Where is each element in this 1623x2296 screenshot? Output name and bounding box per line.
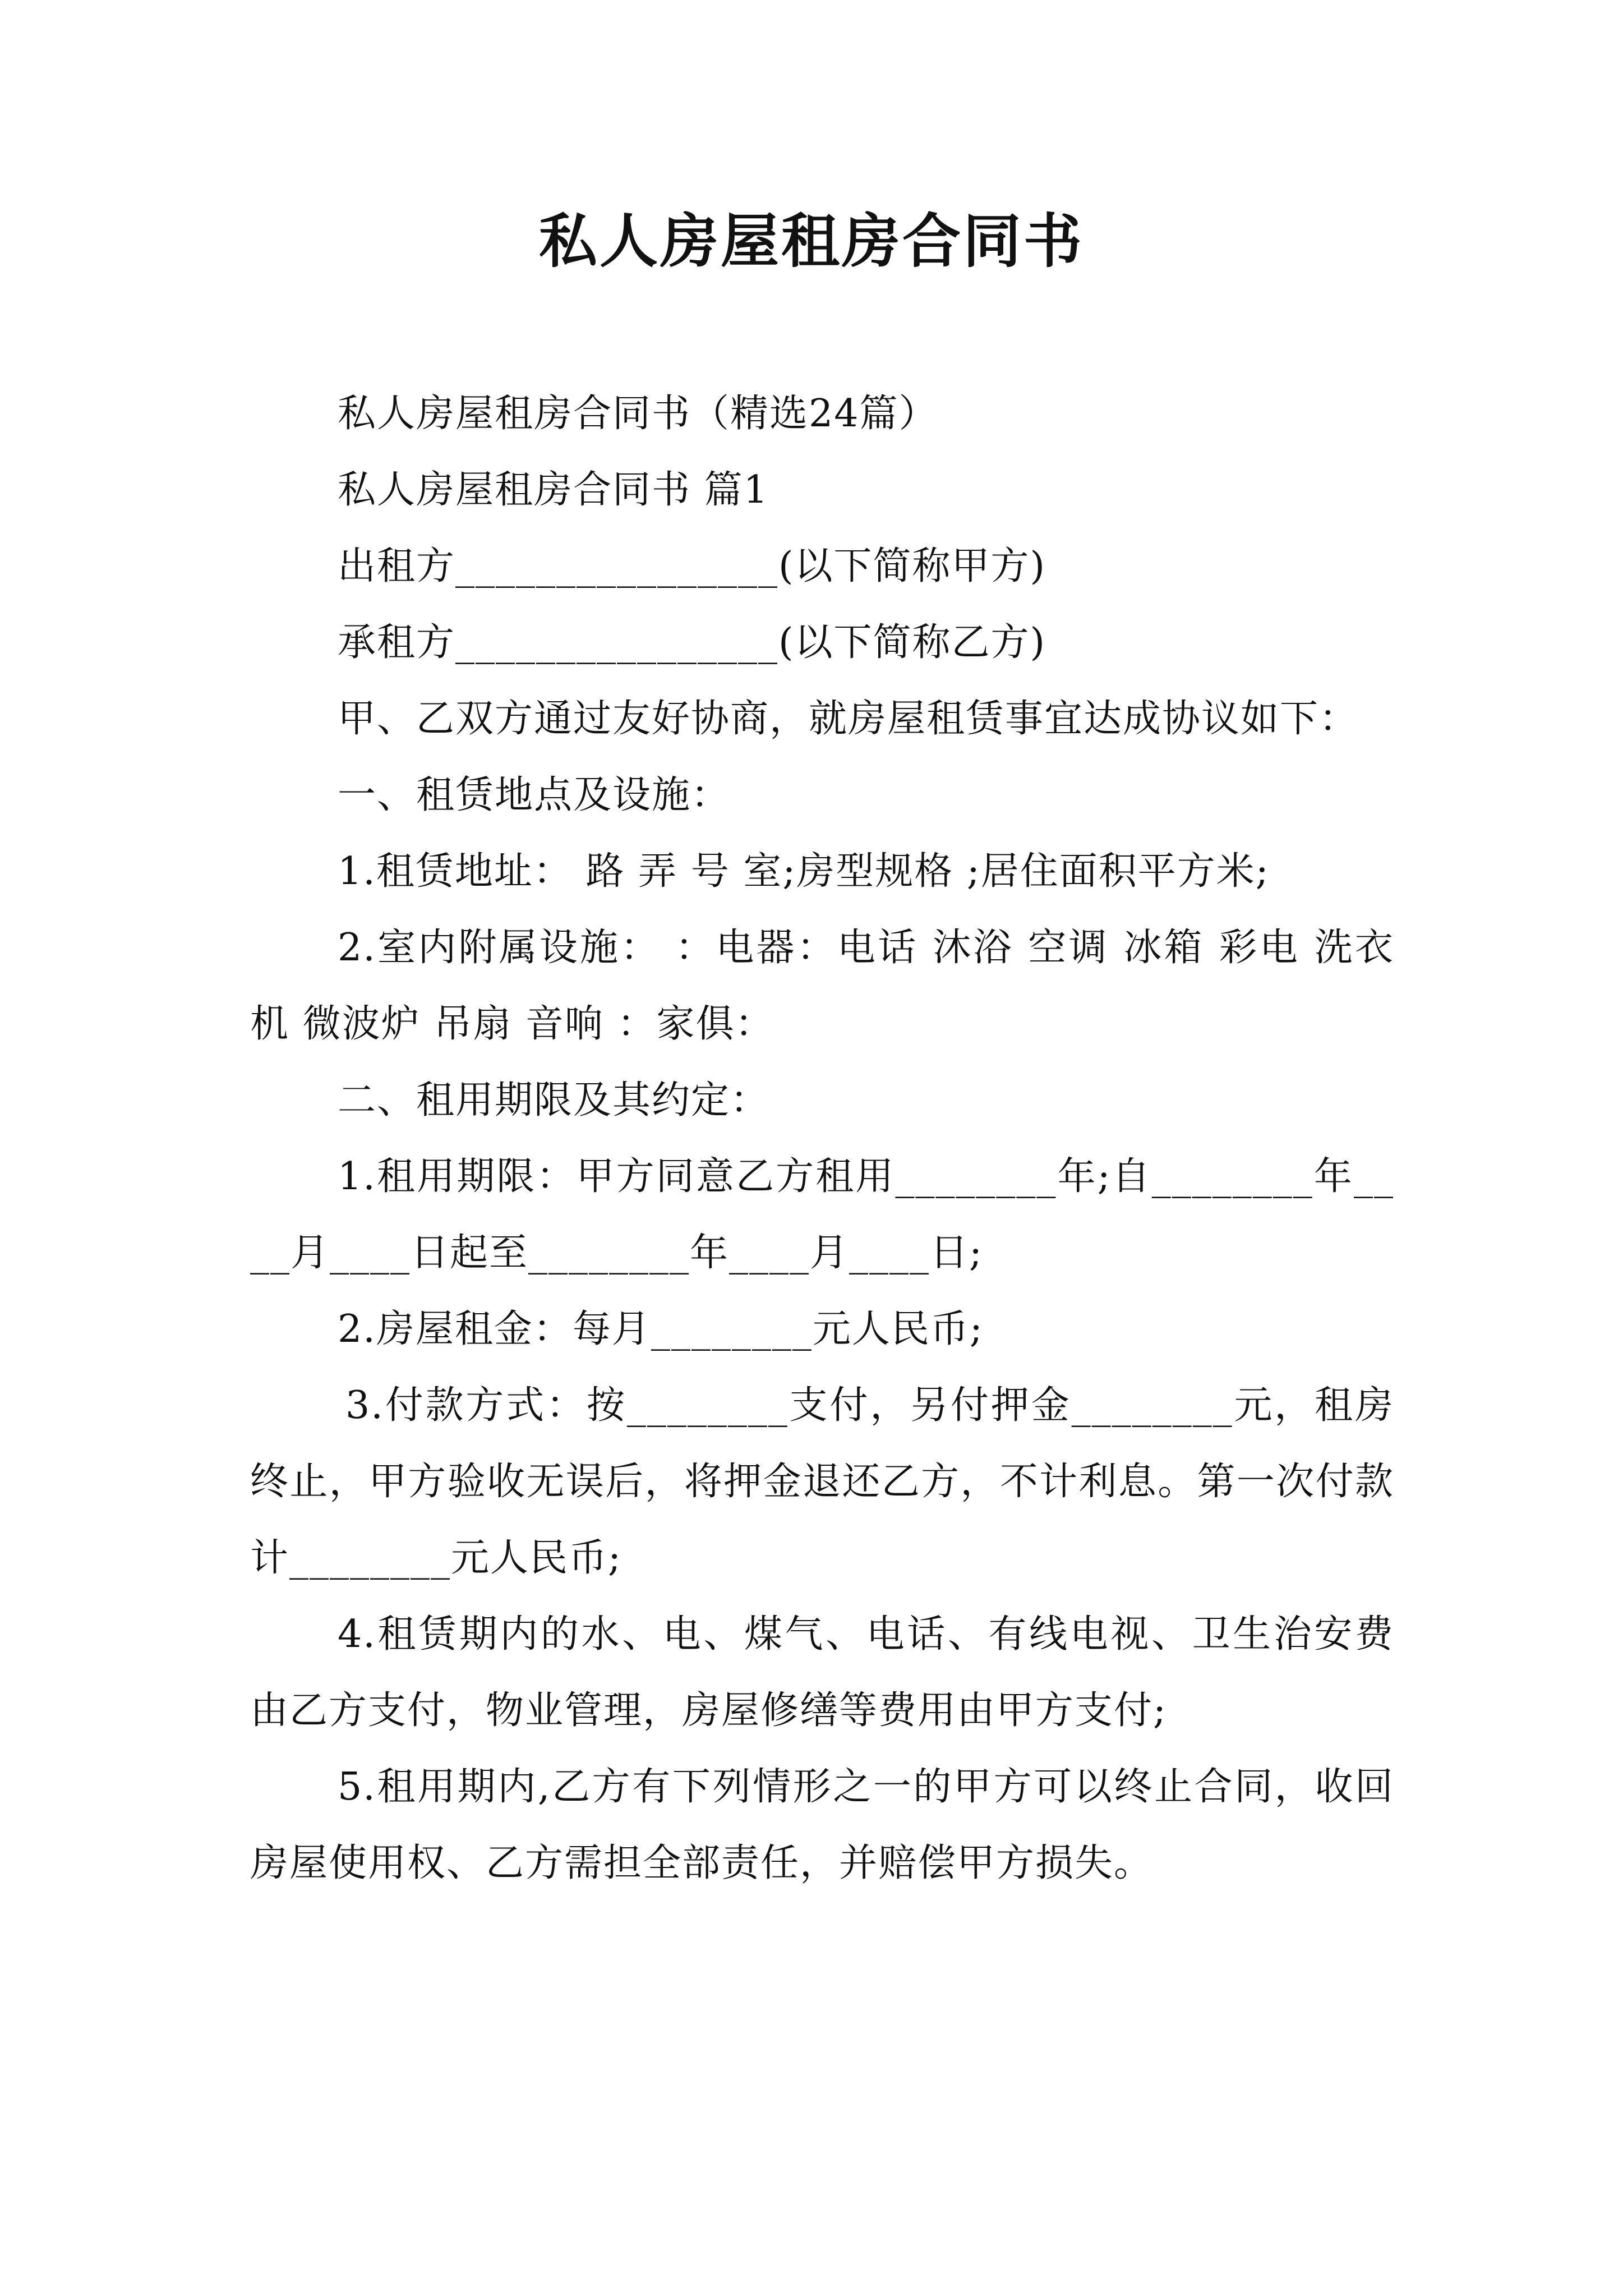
paragraph-clause-2-5: 5.租用期内,乙方有下列情形之一的甲方可以终止合同，收回房屋使用权、乙方需担全部责任，并赔偿甲方损失。 [250,1765,1394,1885]
paragraph-clause-2-2: 2.房屋租金：每月________元人民币; [338,1307,984,1351]
paragraph-clause-1-1: 1.租赁地址： 路 弄 号 室;房型规格 ;居住面积平方米; [338,849,1270,894]
paragraph-subtitle: 私人房屋租房合同书（精选24篇） [338,392,938,436]
paragraph-clause-2-4: 4.租赁期内的水、电、煤气、电话、有线电视、卫生治安费由乙方支付，物业管理，房屋修缮等费用由甲方支付; [250,1612,1394,1733]
paragraph-clause-1-2: 2.室内附属设施： ：电器：电话 沐浴 空调 冰箱 彩电 洗衣机 微波炉 吊扇 音响 ：家俱： [250,926,1394,1046]
paragraph-clause-2-1: 1.租用期限：甲方同意乙方租用________年;自________年____月____日起至________年____月____日; [250,1154,1394,1275]
paragraph-lessor: 出租方________________(以下简称甲方) [338,544,1046,588]
paragraph-preamble: 甲、乙双方通过友好协商，就房屋租赁事宜达成协议如下： [338,697,1359,741]
paragraph-clause-2-heading: 二、租用期限及其约定： [338,1078,770,1122]
paragraph-clause-2-3: 3.付款方式：按________支付，另付押金________元，租房终止，甲方验收无误后，将押金退还乙方，不计利息。第一次付款计________元人民币; [250,1383,1394,1580]
document-body [250,376,1394,1902]
document-title: 私人房屋租房合同书 [538,206,1084,275]
paragraph-section-heading: 私人房屋租房合同书 篇1 [338,468,769,512]
paragraph-clause-1-heading: 一、租赁地点及设施： [338,773,731,817]
paragraph-lessee: 承租方________________(以下简称乙方) [338,620,1046,665]
